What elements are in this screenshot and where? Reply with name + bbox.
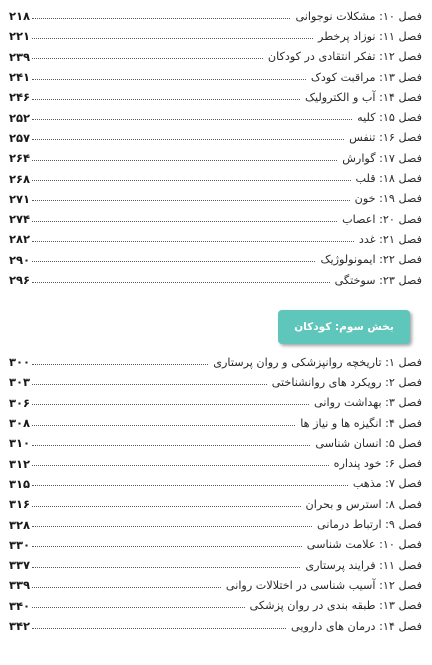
toc-entry (0, 535, 432, 555)
toc-entry-page: ۲۸۲ (9, 232, 31, 247)
dot-leader (32, 200, 350, 201)
toc-entry-page: ۳۰۰ (9, 355, 31, 370)
dot-leader (32, 445, 310, 446)
toc-entry-page: ۲۵۲ (9, 110, 31, 125)
dot-leader (32, 261, 315, 262)
toc-section-two (0, 352, 432, 636)
toc-entry-page: ۳۱۵ (9, 476, 31, 491)
toc-entry-page: ۲۹۰ (9, 252, 31, 267)
section-banner (278, 310, 410, 344)
dot-leader (32, 465, 329, 466)
toc-entry-title: فصل ۶: خود پنداره (333, 457, 422, 471)
toc-entry-title: فصل ۲: رویکرد های روانشناختی (271, 375, 422, 389)
toc-entry-title: فصل ۱۰: علامت شناسی (306, 538, 422, 552)
toc-entry (0, 575, 432, 595)
toc-entry (0, 555, 432, 575)
toc-entry (0, 67, 432, 87)
toc-entry (0, 616, 432, 636)
toc-entry-title: فصل ۱۰: مشکلات نوجوانی (295, 9, 422, 23)
toc-entry-title: فصل ۱۱: نوزاد پرخطر (318, 29, 422, 43)
dot-leader (32, 506, 300, 507)
toc-entry-title: فصل ۱: تاریخچه روانپزشکی و روان پرستاری (213, 355, 422, 369)
toc-section-one (0, 6, 432, 290)
toc-entry-page: ۳۱۲ (9, 456, 31, 471)
toc-entry (0, 372, 432, 392)
toc-entry (0, 128, 432, 148)
toc-entry-title: فصل ۹: ارتباط درمانی (317, 518, 422, 532)
toc-entry-page: ۳۴۲ (9, 619, 31, 633)
toc-entry-page: ۳۲۸ (9, 517, 31, 532)
toc-entry-page: ۲۲۱ (9, 29, 31, 44)
dot-leader (32, 139, 344, 140)
dot-leader (32, 160, 337, 161)
toc-entry (0, 514, 432, 534)
toc-entry-title: فصل ۳: بهداشت روانی (314, 396, 422, 410)
toc-entry (0, 168, 432, 188)
toc-entry-page: ۲۹۶ (9, 273, 31, 287)
toc-entry-title: فصل ۲۲: ایمونولوژیک (320, 253, 422, 267)
toc-entry-title: فصل ۱۹: خون (354, 192, 422, 206)
dot-leader (32, 485, 348, 486)
toc-entry-page: ۲۶۸ (9, 171, 31, 186)
toc-entry-page: ۳۳۰ (9, 537, 31, 552)
toc-entry-title: فصل ۱۴: آب و الکترولیک (304, 90, 422, 104)
dot-leader (32, 282, 330, 283)
toc-entry-page: ۳۴۰ (9, 598, 31, 613)
toc-entry (0, 596, 432, 616)
toc-entry-title: فصل ۷: مذهب (352, 477, 422, 491)
dot-leader (32, 180, 350, 181)
dot-leader (32, 607, 245, 608)
toc-entry (0, 107, 432, 127)
dot-leader (32, 546, 302, 547)
toc-entry-page: ۲۱۸ (9, 9, 31, 24)
toc-entry (0, 148, 432, 168)
toc-entry-page: ۲۷۴ (9, 212, 31, 227)
dot-leader (32, 99, 300, 100)
toc-entry (0, 250, 432, 270)
dot-leader (32, 404, 309, 405)
toc-entry-title: فصل ۸: استرس و بحران (305, 497, 422, 511)
toc-entry-page: ۲۷۱ (9, 191, 31, 206)
toc-entry (0, 494, 432, 514)
toc-entry (0, 474, 432, 494)
toc-entry-title: فصل ۱۱: فرایند پرستاری (305, 558, 422, 572)
dot-leader (32, 79, 306, 80)
toc-entry-page: ۳۳۹ (9, 578, 31, 593)
toc-entry (0, 47, 432, 67)
toc-entry (0, 352, 432, 372)
dot-leader (32, 38, 313, 39)
toc-entry (0, 229, 432, 249)
dot-leader (32, 384, 267, 385)
toc-entry (0, 393, 432, 413)
toc-entry-page: ۲۶۴ (9, 151, 31, 166)
toc-entry (0, 209, 432, 229)
toc-entry-title: فصل ۱۴: درمان های دارویی (291, 619, 422, 633)
toc-entry (0, 26, 432, 46)
dot-leader (32, 241, 354, 242)
toc-entry-title: فصل ۱۳: مراقبت کودک (310, 70, 422, 84)
toc-entry-page: ۳۱۰ (9, 436, 31, 451)
toc-entry-title: فصل ۴: انگیزه ها و نیاز ها (300, 416, 422, 430)
toc-entry-page: ۲۴۶ (9, 90, 31, 105)
dot-leader (32, 628, 286, 629)
dot-leader (32, 119, 352, 120)
toc-entry (0, 87, 432, 107)
toc-entry (0, 433, 432, 453)
toc-entry (0, 413, 432, 433)
toc-entry-page: ۲۵۷ (9, 130, 31, 145)
dot-leader (32, 425, 295, 426)
toc-entry-title: فصل ۱۸: قلب (355, 172, 422, 186)
dot-leader (32, 58, 263, 59)
dot-leader (32, 18, 290, 19)
toc-entry-title: فصل ۱۵: کلیه (357, 111, 422, 125)
toc-entry (0, 6, 432, 26)
toc-entry-page: ۳۱۶ (9, 497, 31, 512)
dot-leader (32, 364, 208, 365)
toc-entry-title: فصل ۲۱: غدد (358, 232, 422, 246)
toc-entry (0, 270, 432, 290)
dot-leader (32, 526, 312, 527)
toc-entry-title: فصل ۱۳: طبقه بندی در روان پزشکی (249, 599, 422, 613)
toc-entry-page: ۳۳۷ (9, 558, 31, 573)
toc-entry (0, 189, 432, 209)
toc-entry (0, 453, 432, 473)
toc-entry-page: ۲۴۱ (9, 70, 31, 85)
toc-entry-title: فصل ۱۲: تفکر انتقادی در کودکان (267, 50, 422, 64)
section-banner-label: بخش سوم: کودکان (294, 321, 394, 333)
toc-entry-page: ۲۳۹ (9, 49, 31, 64)
toc-entry-page: ۳۰۸ (9, 416, 31, 431)
toc-entry-title: فصل ۱۲: آسیب شناسی در اختلالات روانی (225, 578, 422, 592)
toc-entry-title: فصل ۲۳: سوختگی (334, 273, 422, 287)
toc-entry-page: ۳۰۳ (9, 375, 31, 390)
toc-entry-title: فصل ۱۶: تنفس (349, 131, 422, 145)
dot-leader (32, 587, 221, 588)
toc-entry-title: فصل ۱۷: گوارش (342, 151, 422, 165)
dot-leader (32, 221, 337, 222)
dot-leader (32, 567, 300, 568)
toc-entry-title: فصل ۲۰: اعصاب (342, 212, 422, 226)
toc-entry-title: فصل ۵: انسان شناسی (315, 436, 422, 450)
toc-entry-page: ۳۰۶ (9, 395, 31, 410)
